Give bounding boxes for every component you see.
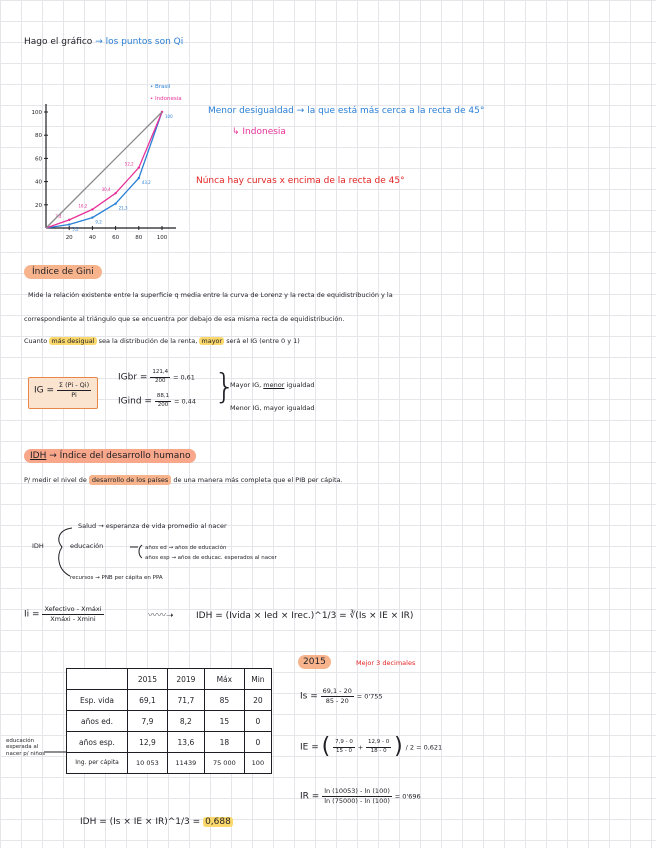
calc-note: Mejor 3 decimales <box>356 659 416 667</box>
data-label: 7,4 <box>55 213 62 219</box>
gini-line-2: correspondiente al triángulo que se encuentra por debajo de esa misma recta de equidistribución. <box>24 315 345 323</box>
y-tick-label: 40 <box>35 179 42 186</box>
note-indonesia: ↳ Indonesia <box>232 127 286 137</box>
x-tick-label: 20 <box>65 235 73 241</box>
legend-indonesia: • Indonesia <box>150 96 182 102</box>
table-row: Esp. vida 69,1 71,7 85 20 <box>67 690 272 711</box>
index-formula: Ii = $\frac{\text{Xefectivo - Xmáxi}}{\text{Xmáxi - Xmini}}$ <box>24 605 102 623</box>
y-tick-label: 60 <box>35 156 42 163</box>
data-label: 3,2 <box>72 226 79 232</box>
title-subtitle: los puntos son Qi <box>105 37 184 47</box>
arrow-icon: → <box>95 37 103 47</box>
data-label: 52,2 <box>124 161 134 167</box>
y-tick-label: 20 <box>35 202 42 209</box>
wave-arrow: 〰〰➝ <box>148 611 174 621</box>
x-tick-label: 100 <box>156 235 168 241</box>
data-label: 9,2 <box>95 219 102 225</box>
legend-brasil: • Brasil <box>150 84 171 90</box>
gini-brace-top: Mayor IG, menor igualdad <box>230 381 315 389</box>
idh-formula: IDH = (Ivida × Ied × Irec.)^1/3 = ∛(Is × IE × IR) <box>196 611 414 621</box>
x-tick-label: 60 <box>112 235 120 241</box>
gini-formula: IG = $\frac{\Sigma (Pi - Qi)}{Pi}$ <box>34 381 90 399</box>
table-row: años esp. 12,9 13,6 18 0 <box>67 732 272 753</box>
gini-indonesia-calc: IGind = $\frac{88,1}{200}$ = 0,44 <box>118 393 196 408</box>
y-tick-label: 100 <box>31 110 42 116</box>
note-nunca: Núnca hay curvas x encima de la recta de 45° <box>196 176 405 186</box>
idh-tree-edu-a: años ed → años de educación <box>145 545 227 551</box>
gini-heading: Índice de Gini <box>24 268 102 277</box>
idh-tree-edu-b: años esp → años de educac. esperados al nacer <box>145 555 277 561</box>
idh-tree-root: IDH <box>32 542 44 550</box>
data-label: 43,2 <box>141 180 151 186</box>
calc-idh-final: IDH = (Is × IE × IR)^1/3 = 0,688 <box>80 817 231 827</box>
title-text: Hago el gráfico <box>24 37 93 47</box>
gini-brace: } <box>214 367 236 407</box>
table-side-label: educación esperada al nacer p/ niños <box>6 738 46 757</box>
idh-tree-educacion: educación <box>70 542 104 550</box>
data-label: 16,2 <box>78 203 88 209</box>
table-row: años ed. 7,9 8,2 15 0 <box>67 711 272 732</box>
calc-ir: IR = $\frac{\ln (10053) - \ln (100)}{\ln (75000) - \ln (100)}$ = 0'696 <box>300 787 421 805</box>
note-menor-desigualdad: Menor desigualdad → la que está más cerca a la recta de 45° <box>208 106 485 116</box>
calc-ie: IE = ( $\frac{7,9 - 0}{15 - 0}$ + $\frac{12,9 - 0}{18 - 0}$ ) / 2 = 0,621 <box>300 734 443 759</box>
calc-year: 2015 <box>298 658 331 667</box>
idh-tree-salud: Salud → esperanza de vida promedio al nacer <box>78 522 227 530</box>
y-tick-label: 80 <box>35 133 42 140</box>
x-tick-label: 40 <box>88 235 96 241</box>
calc-is: Is = $\frac{69,1 - 20}{85 - 20}$ = 0'755 <box>300 687 383 705</box>
idh-heading: IDH → Índice del desarrollo humano <box>24 452 196 461</box>
gini-line-1: Mide la relación existente entre la superficie q media entre la curva de Lorenz y la recta de equidistribución y la <box>28 291 393 299</box>
gini-brasil-calc: IGbr = $\frac{121,4}{200}$ = 0,61 <box>118 369 195 384</box>
data-label: 21,3 <box>118 205 128 211</box>
gini-line-3: Cuanto más desigual sea la distribución de la renta, mayor será el IG (entre 0 y 1) <box>24 337 300 345</box>
idh-description: P/ medir el nivel de desarrollo de los países de una manera más completa que el PIB per cápita. <box>24 476 343 484</box>
data-label: 30,4 <box>101 187 111 193</box>
data-label: 100 <box>165 114 173 119</box>
x-tick-label: 80 <box>135 235 143 241</box>
table-row: Ing. per cápita 10 053 11439 75 000 100 <box>67 753 272 774</box>
idh-tree-recursos: recursos → PNB per cápita en PPA <box>70 575 163 581</box>
table-header-row: 2015 2019 Máx Min <box>67 669 272 690</box>
gini-brace-bottom: Menor IG, mayor igualdad <box>230 404 315 412</box>
